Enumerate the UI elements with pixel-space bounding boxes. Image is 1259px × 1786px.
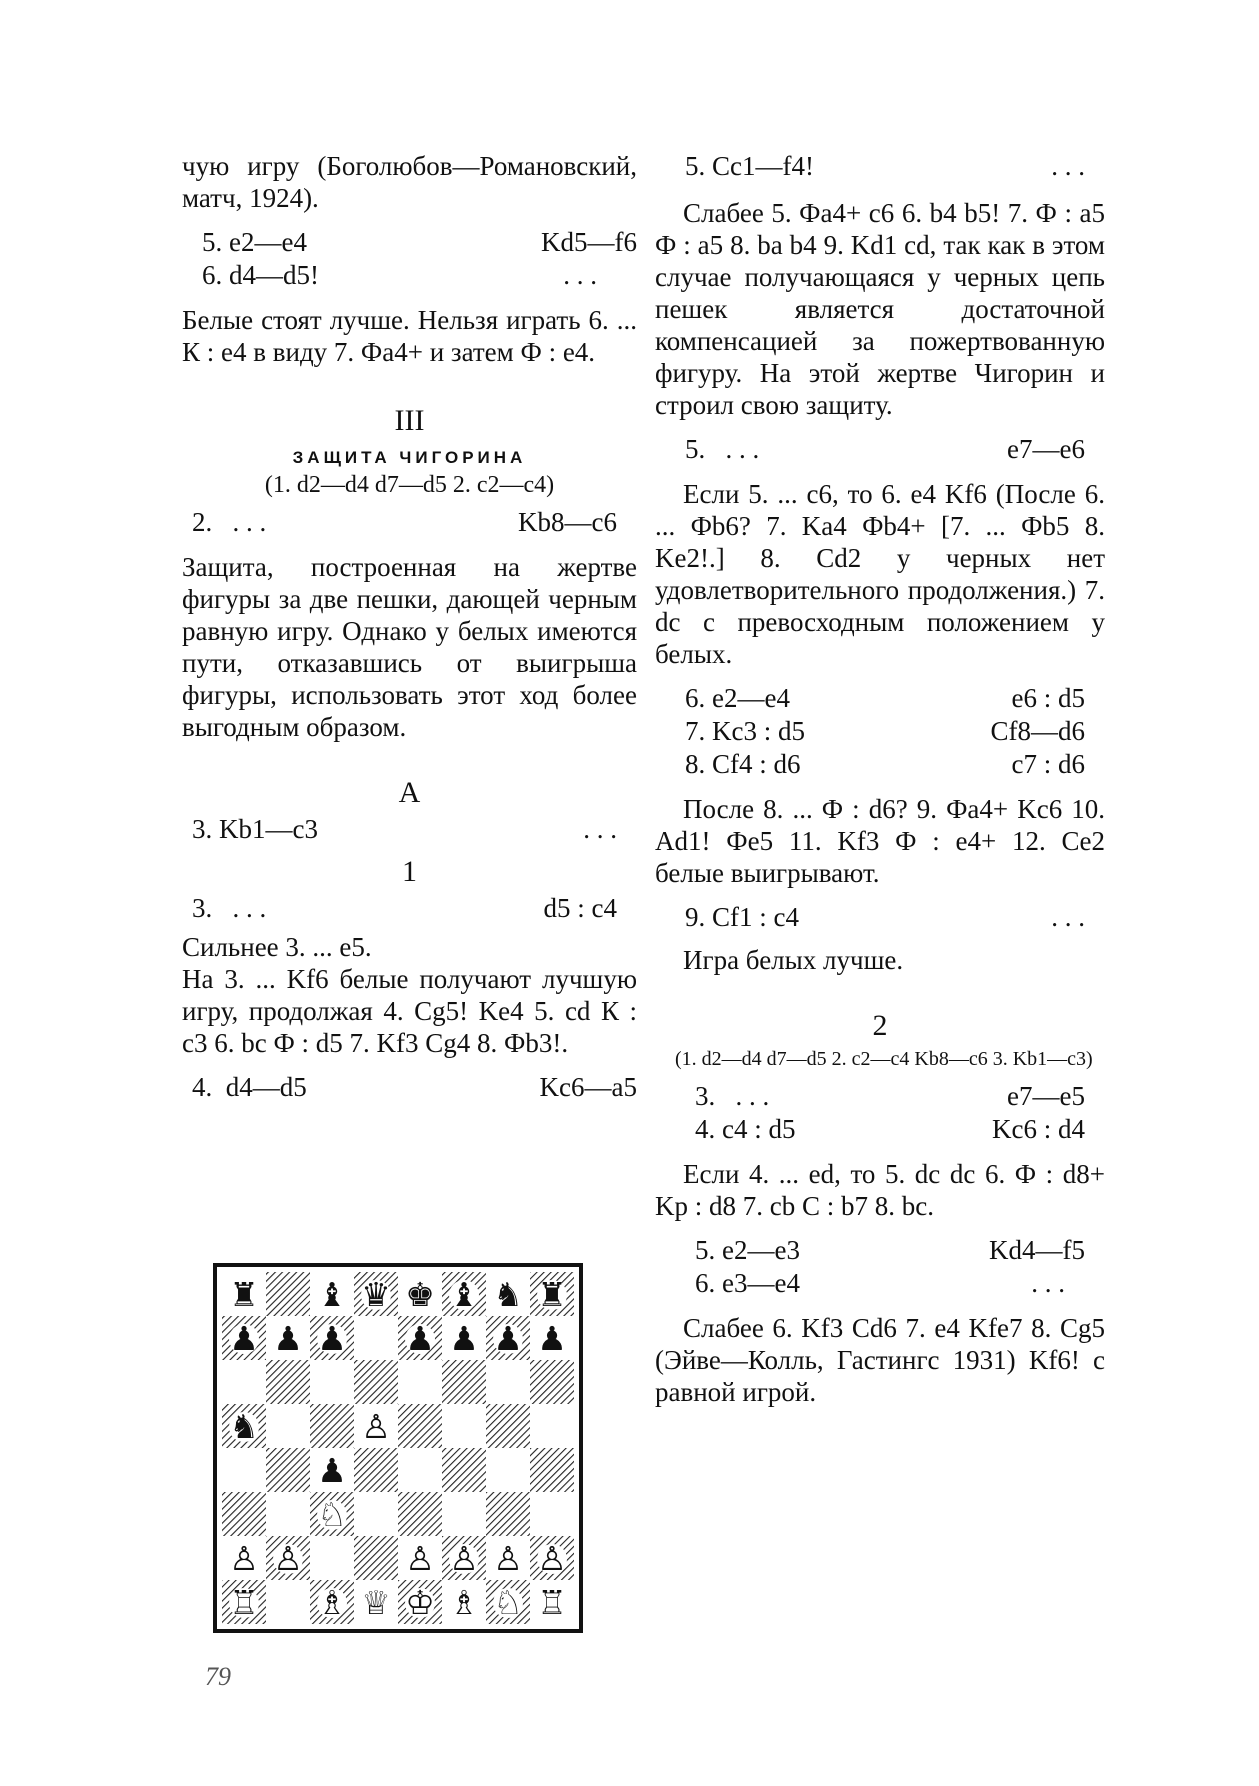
chess-piece-h2: ♙ bbox=[537, 1539, 567, 1578]
board-square bbox=[354, 1448, 398, 1492]
board-square bbox=[266, 1580, 310, 1624]
move-row: 4. d4—d5 Kc6—a5 bbox=[192, 1072, 637, 1102]
move-row: 5. . . . e7—e6 bbox=[685, 434, 1085, 464]
board-square bbox=[486, 1448, 530, 1492]
board-square bbox=[266, 1360, 310, 1404]
board-square bbox=[530, 1360, 574, 1404]
chess-board bbox=[213, 1263, 583, 1633]
board-square bbox=[222, 1492, 266, 1536]
chess-piece-g2: ♙ bbox=[493, 1539, 523, 1578]
chess-piece-b2: ♙ bbox=[273, 1539, 303, 1578]
subsection-1: 1 bbox=[402, 855, 417, 888]
comment-paragraph: Белые стоят лучше. Нельзя играть 6. ... К : e4 в виду 7. Фa4+ и затем Ф : e4. bbox=[182, 305, 637, 367]
chess-diagram bbox=[213, 1263, 583, 1640]
move-row: 2. . . . Kb8—c6 bbox=[192, 507, 617, 537]
chess-piece-a2: ♙ bbox=[229, 1539, 259, 1578]
board-square bbox=[398, 1360, 442, 1404]
comment-paragraph: Слабее 6. Kf3 Cd6 7. e4 Kfe7 8. Cg5 (Эйве—Колль, Гастингс 1931) Kf6! с равной игрой. bbox=[655, 1313, 1105, 1407]
subsection-a: А bbox=[398, 776, 421, 809]
board-square bbox=[398, 1448, 442, 1492]
chess-piece-f2: ♙ bbox=[449, 1539, 479, 1578]
board-square bbox=[354, 1316, 398, 1360]
move-row: 4. c4 : d5 Kc6 : d4 bbox=[695, 1114, 1085, 1144]
comment-paragraph: Слабее 5. Фa4+ c6 6. b4 b5! 7. Ф : a5 Ф : a5 8. ba b4 9. Kd1 cd, так как в этом случае получающаяся у черных цепь пешек является достаточной компенсацией за пожертвованную фигуру. На этой жертве Чигорин и строил свою защиту. bbox=[655, 198, 1105, 420]
section-number: III bbox=[394, 404, 425, 437]
move-row: 5. e2—e3 Kd4—f5 bbox=[695, 1235, 1085, 1265]
subsection-moves: (1. d2—d4 d7—d5 2. c2—c4 Kb8—c6 3. Kb1—c3) bbox=[675, 1048, 1093, 1070]
intro-paragraph: чую игру (Боголюбов—Романовский, матч, 1924). bbox=[182, 151, 637, 213]
move-row: 8. Cf4 : d6 c7 : d6 bbox=[685, 749, 1085, 779]
board-square bbox=[398, 1404, 442, 1448]
board-square bbox=[310, 1404, 354, 1448]
board-square bbox=[530, 1404, 574, 1448]
board-square bbox=[354, 1360, 398, 1404]
board-square bbox=[266, 1492, 310, 1536]
chess-piece-f8: ♝ bbox=[449, 1275, 479, 1314]
chess-piece-a5: ♞ bbox=[229, 1407, 259, 1446]
chess-piece-f1: ♗ bbox=[449, 1583, 479, 1622]
move-row: 5. e2—e4 Kd5—f6 bbox=[202, 227, 637, 257]
chess-piece-b7: ♟ bbox=[273, 1319, 303, 1358]
comment-paragraph: После 8. ... Ф : d6? 9. Фa4+ Kc6 10. Ad1! Фe5 11. Kf3 Ф : e4+ 12. Ce2 белые выигрывают. bbox=[655, 794, 1105, 888]
chess-piece-c7: ♟ bbox=[317, 1319, 347, 1358]
chess-piece-e1: ♔ bbox=[405, 1583, 435, 1622]
chess-piece-d5: ♙ bbox=[361, 1407, 391, 1446]
chess-piece-c8: ♝ bbox=[317, 1275, 347, 1314]
board-square bbox=[486, 1404, 530, 1448]
defense-paragraph: Защита, построенная на жертве фигуры за две пешки, дающей черным равную игру. Однако у белых имеются пути, отказавшись от выигрыша фигуры, использовать этот ход более выгодным образом. bbox=[182, 552, 637, 742]
board-square bbox=[222, 1360, 266, 1404]
board-square bbox=[266, 1404, 310, 1448]
chess-piece-h8: ♜ bbox=[537, 1275, 567, 1314]
move-row: 3. Kb1—c3 . . . bbox=[192, 814, 617, 844]
section-moves: (1. d2—d4 d7—d5 2. c2—c4) bbox=[264, 472, 555, 498]
chess-piece-h7: ♟ bbox=[537, 1319, 567, 1358]
chess-piece-d8: ♛ bbox=[361, 1275, 391, 1314]
chess-piece-a8: ♜ bbox=[229, 1275, 259, 1314]
board-square bbox=[310, 1536, 354, 1580]
section-title: ЗАЩИТА ЧИГОРИНА bbox=[292, 448, 527, 467]
comment-paragraph: Игра белых лучше. bbox=[683, 945, 904, 975]
chess-piece-d1: ♕ bbox=[361, 1583, 391, 1622]
chess-piece-g1: ♘ bbox=[493, 1583, 523, 1622]
chess-piece-e7: ♟ bbox=[405, 1319, 435, 1358]
chess-piece-h1: ♖ bbox=[537, 1583, 567, 1622]
chess-piece-e8: ♚ bbox=[405, 1275, 435, 1314]
move-row: 9. Cf1 : c4 . . . bbox=[685, 902, 1085, 932]
board-square bbox=[222, 1448, 266, 1492]
move-row: 3. . . . d5 : c4 bbox=[192, 893, 617, 923]
chess-piece-a1: ♖ bbox=[229, 1583, 259, 1622]
chess-piece-c4: ♟ bbox=[317, 1451, 347, 1490]
chess-piece-a7: ♟ bbox=[229, 1319, 259, 1358]
right-column bbox=[655, 150, 1105, 1420]
board-square bbox=[398, 1492, 442, 1536]
comment-paragraph: На 3. ... Kf6 белые получают лучшую игру, продолжая 4. Cg5! Ke4 5. cd К : c3 6. bc Ф : d5 7. Kf3 Cg4 8. Фb3!. bbox=[182, 964, 637, 1058]
move-row: 6. d4—d5! . . . bbox=[202, 260, 597, 290]
chess-piece-e2: ♙ bbox=[405, 1539, 435, 1578]
comment-paragraph: Если 4. ... ed, то 5. dc dc 6. Ф : d8+ Kp : d8 7. cb C : b7 8. bc. bbox=[655, 1159, 1105, 1221]
board-square bbox=[486, 1492, 530, 1536]
board-square bbox=[354, 1492, 398, 1536]
board-square bbox=[266, 1272, 310, 1316]
board-square bbox=[442, 1404, 486, 1448]
board-square bbox=[266, 1448, 310, 1492]
board-square bbox=[442, 1492, 486, 1536]
comment-paragraph: Сильнее 3. ... e5. bbox=[182, 932, 372, 962]
left-column bbox=[182, 150, 637, 1104]
move-row: 7. Kc3 : d5 Cf8—d6 bbox=[685, 716, 1085, 746]
chess-piece-c3: ♘ bbox=[317, 1495, 347, 1534]
chess-piece-g7: ♟ bbox=[493, 1319, 523, 1358]
board-square bbox=[486, 1360, 530, 1404]
chess-piece-g8: ♞ bbox=[493, 1275, 523, 1314]
board-square bbox=[442, 1448, 486, 1492]
board-square bbox=[530, 1448, 574, 1492]
board-square bbox=[310, 1360, 354, 1404]
move-row: 3. . . . e7—e5 bbox=[695, 1081, 1085, 1111]
comment-paragraph: Если 5. ... c6, то 6. e4 Kf6 (После 6. ... Фb6? 7. Ka4 Фb4+ [7. ... Фb5 8. Ke2!.] 8. Cd2 у черных нет удовлетворительного продолжения.) 7. dc с превосходным положением у белых. bbox=[655, 479, 1105, 669]
board-square bbox=[530, 1492, 574, 1536]
subsection-2: 2 bbox=[872, 1009, 888, 1042]
move-row: 6. e3—e4 . . . bbox=[695, 1268, 1065, 1298]
board-square bbox=[354, 1536, 398, 1580]
board-square bbox=[442, 1360, 486, 1404]
move-row: 5. Cc1—f4! . . . bbox=[685, 151, 1085, 181]
page-number: 79 bbox=[205, 1662, 231, 1691]
move-row: 6. e2—e4 e6 : d5 bbox=[685, 683, 1085, 713]
chess-piece-f7: ♟ bbox=[449, 1319, 479, 1358]
chess-piece-c1: ♗ bbox=[317, 1583, 347, 1622]
